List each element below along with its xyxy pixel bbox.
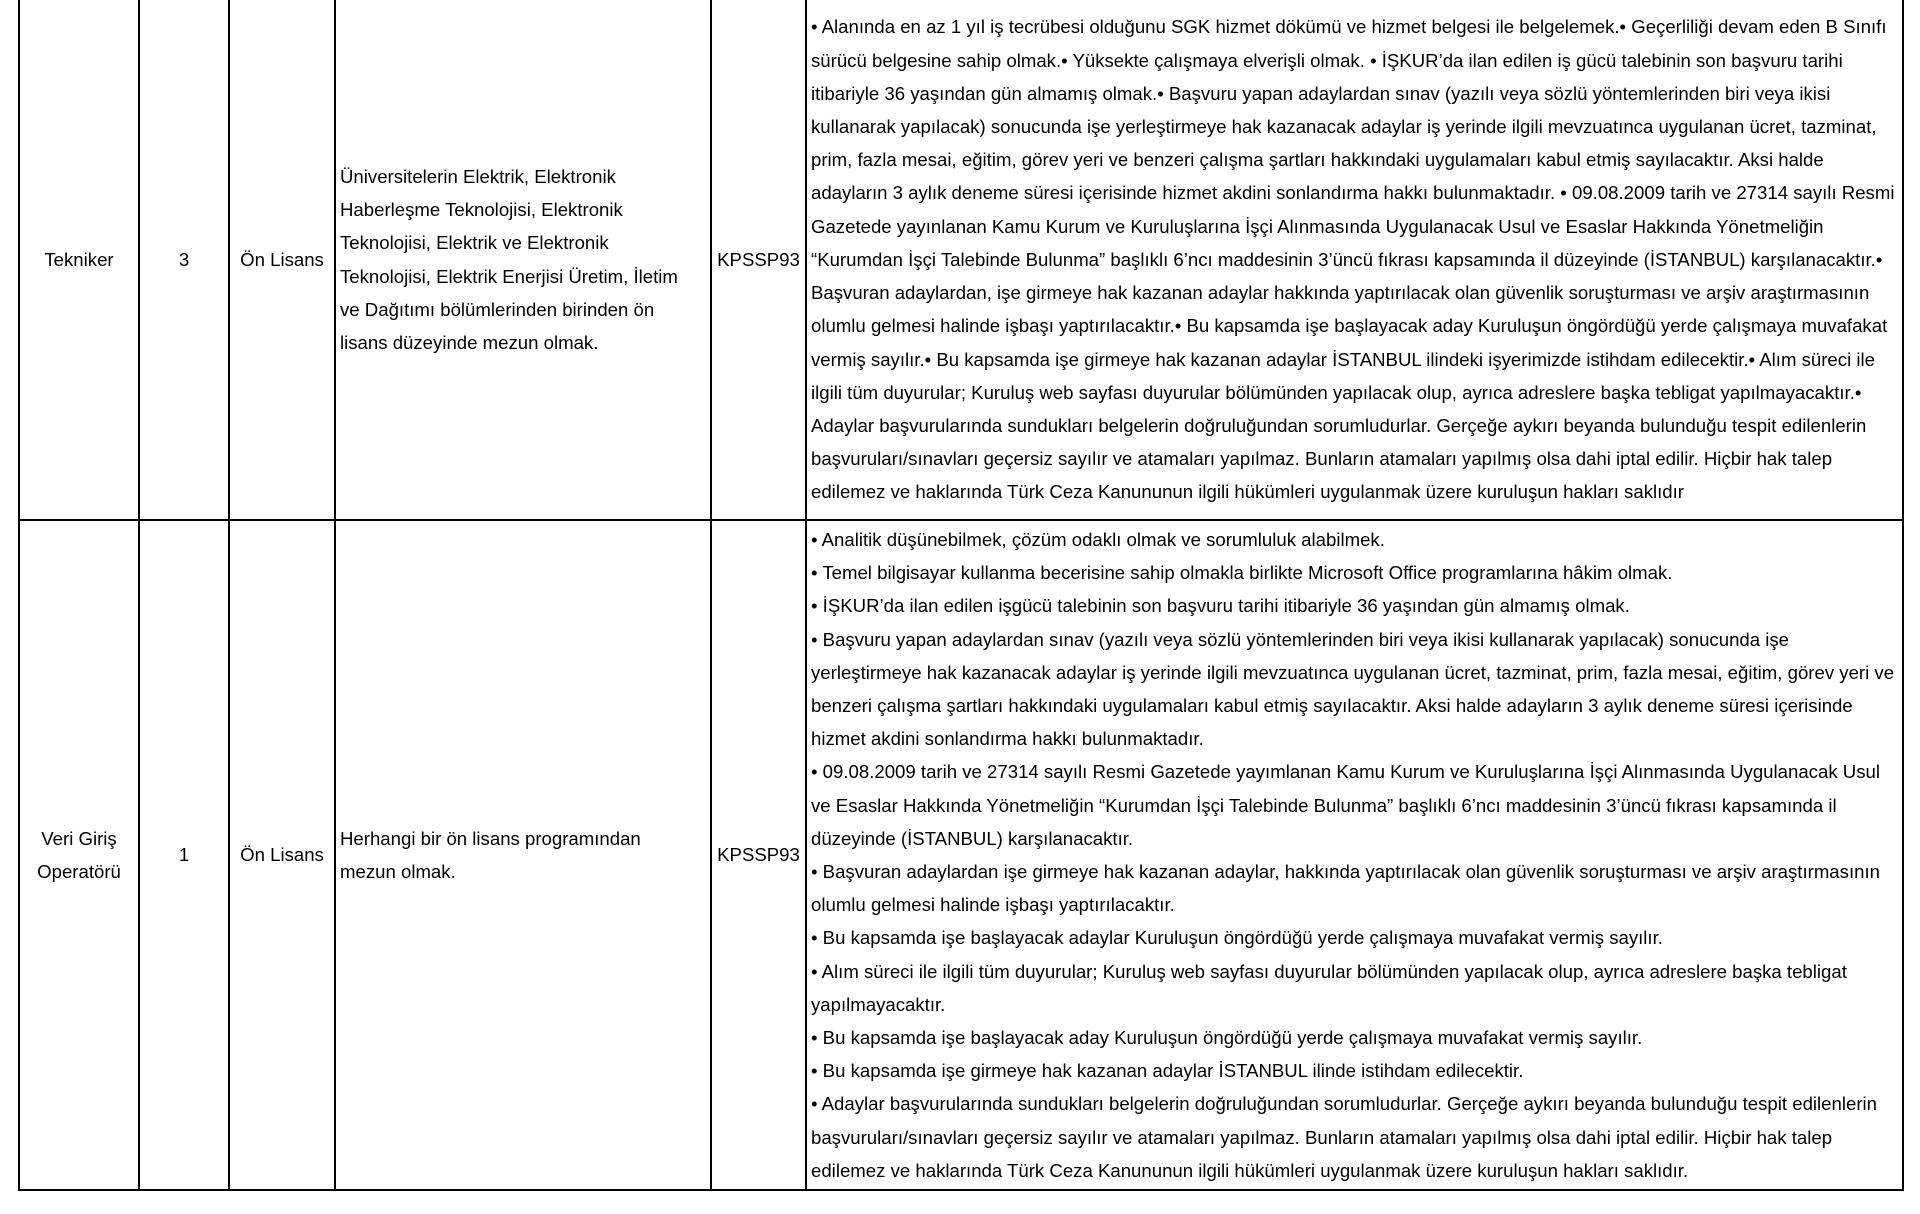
- requirement-line: edilemez ve haklarında Türk Ceza Kanununun ilgili hükümleri uygulanmak üzere kuruluşun hakları saklıdır: [811, 481, 1684, 503]
- field-line: ve Dağıtımı bölümlerinden birinden ön: [340, 298, 655, 320]
- requirement-line: • 09.08.2009 tarih ve 27314 sayılı Resmi Gazetede yayımlanan Kamu Kurum ve Kuruluşlarına İşçi Alınmasında Uygulanacak Usul: [811, 761, 1880, 783]
- kpss-score-type-cell: [711, 520, 806, 1190]
- requirement-line: • Temel bilgisayar kullanma becerisine sahip olmakla birlikte Microsoft Office programlarına hâkim olmak.: [811, 562, 1673, 584]
- requirement-line: • Bu kapsamda işe başlayacak aday Kuruluşun öngördüğü yerde çalışmaya muvafakat vermiş sayılır.: [811, 1027, 1643, 1049]
- field-line: Üniversitelerin Elektrik, Elektronik: [340, 165, 616, 187]
- requirement-line: • Başvuran adaylardan işe girmeye hak kazanan adaylar, hakkında yaptırılacak olan güvenlik soruşturması ve arşiv araştırmasının: [811, 861, 1880, 882]
- requirement-line: • Başvuru yapan adaylardan sınav (yazılı veya sözlü yöntemlerinden biri veya ikisi kullanarak yapılacak) sonucunda işe: [811, 628, 1790, 650]
- requirement-line: olumlu gelmesi halinde işbaşı yaptırılacaktır.• Bu kapsamda işe başlayacak aday Kuruluşun öngördüğü yerde çalışmaya muvafakat: [811, 315, 1888, 337]
- field-line: Teknolojisi, Elektrik ve Elektronik: [340, 232, 609, 254]
- field-qualification-cell: [335, 520, 711, 1190]
- requirement-line: itibariyle 36 yaşından gün almamış olmak.• Başvuru yapan adaylardan sınav (yazılı veya sözlü yöntemlerinden biri veya ikisi: [811, 82, 1831, 104]
- requirement-line: • Bu kapsamda işe başlayacak adaylar Kuruluşun öngördüğü yerde çalışmaya muvafakat vermiş sayılır.: [811, 927, 1663, 949]
- field-line: Teknolojisi, Elektrik Enerjisi Üretim, İletim: [340, 265, 678, 287]
- table-row-tekniker: [19, 0, 1903, 520]
- requirements-cell: [806, 0, 1903, 520]
- requirement-line: Gazetede yayınlanan Kamu Kurum ve Kuruluşlarına İşçi Alınmasında Uygulanacak Usul ve Esaslar Hakkında Yönetmeliğin: [811, 215, 1824, 237]
- requirement-line: “Kurumdan İşçi Talebinde Bulunma” başlıklı 6’ncı maddesinin 3’üncü fıkrası kapsamında il düzeyinde (İSTANBUL) karşılanacaktır.•: [811, 248, 1883, 270]
- requirement-line: başvuruları/sınavları geçersiz sayılır ve atamaları yapılmaz. Bunların atamaları yapılmış olsa dahi iptal edilir. Hiçbir hak talep: [811, 448, 1833, 470]
- requirement-line: benzeri çalışma şartları hakkındaki uygulamaları kabul etmiş sayılacaktır. Aksi halde adayların 3 aylık deneme süresi içerisinde: [811, 694, 1853, 716]
- education-level: Ön Lisans: [240, 248, 324, 270]
- requirement-line: • Alanında en az 1 yıl iş tecrübesi olduğunu SGK hizmet dökümü ve hizmet belgesi ile belgelemek.• Geçerliliği devam eden B Sınıfı: [811, 16, 1887, 38]
- requirement-line: ve Esaslar Hakkında Yönetmeliğin “Kurumdan İşçi Talebinde Bulunma” başlıklı 6’ncı maddesinin 3’üncü fıkrası kapsamında il: [811, 794, 1837, 816]
- requirement-line: hizmet akdini sonlandırma hakkı bulunmaktadır.: [811, 728, 1204, 750]
- job-listing-table: [18, 0, 1904, 1191]
- requirement-line: edilemez ve haklarında Türk Ceza Kanununun ilgili hükümleri uygulanmak üzere kuruluşun hakları saklıdır.: [811, 1159, 1689, 1181]
- requirement-line: • Bu kapsamda işe girmeye hak kazanan adaylar İSTANBUL ilinde istihdam edilecektir.: [811, 1060, 1524, 1082]
- kpss-score-type: KPSSP93: [717, 248, 800, 270]
- education-level: Ön Lisans: [240, 844, 324, 866]
- position-title-line: Veri Giriş: [41, 827, 117, 849]
- requirement-line: başvuruları/sınavları geçersiz sayılır ve atamaları yapılmaz. Bunların atamaları yapılmış olsa dahi iptal edilir. Hiçbir hak talep: [811, 1126, 1833, 1148]
- requirement-line: adayların 3 aylık deneme süresi içerisinde hizmet akdini sonlandırma hakkı bulunmaktadır. • 09.08.2009 tarih ve 27314 sayılı Resmi: [811, 182, 1895, 204]
- position-count-cell: [139, 520, 229, 1190]
- position-title: Tekniker: [44, 248, 114, 270]
- requirement-line: ilgili tüm duyurular; Kuruluş web sayfası duyurular bölümünden yapılacak olup, ayrıca adreslere başka tebligat yapılmayacaktır.•: [811, 381, 1862, 403]
- requirement-line: • Adaylar başvurularında sundukları belgelerin doğruluğundan sorumludurlar. Gerçeğe aykırı beyanda bulunduğu tespit edilenlerin: [811, 1093, 1877, 1115]
- field-line: mezun olmak.: [340, 861, 456, 882]
- requirement-line: • Analitik düşünebilmek, çözüm odaklı olmak ve sorumluluk alabilmek.: [811, 528, 1385, 550]
- requirement-line: • Alım süreci ile ilgili tüm duyurular; Kuruluş web sayfası duyurular bölümünden yapılacak olup, ayrıca adreslere başka tebligat: [811, 960, 1847, 982]
- position-count-cell: [139, 0, 229, 520]
- requirement-line: yapılmayacaktır.: [811, 993, 946, 1015]
- position-title-cell: [19, 0, 139, 520]
- education-level-cell: [229, 520, 335, 1190]
- kpss-score-type-cell: [711, 0, 806, 520]
- requirement-line: prim, fazla mesai, eğitim, görev yeri ve benzeri çalışma şartları hakkındaki uygulamaları kabul etmiş sayılacaktır. Aksi halde: [811, 149, 1824, 171]
- requirement-line: kullanarak yapılacak) sonucunda işe yerleştirmeye hak kazanacak adaylar iş yerinde ilgili mevzuatınca uygulanan ücret, tazminat,: [811, 116, 1877, 138]
- position-count: 1: [178, 844, 190, 866]
- requirement-line: yerleştirmeye hak kazanacak adaylar iş yerinde ilgili mevzuatınca uygulanan ücret, tazminat, prim, fazla mesai, eğitim, görev yeri ve: [811, 661, 1895, 683]
- requirement-line: vermiş sayılır.• Bu kapsamda işe girmeye hak kazanan adaylar İSTANBUL ilindeki işyerimizde istihdam edilecektir.• Alım süreci ile: [811, 348, 1875, 370]
- education-level-cell: [229, 0, 335, 520]
- field-line: Haberleşme Teknolojisi, Elektronik: [340, 199, 623, 221]
- requirement-line: Başvuran adaylardan, işe girmeye hak kazanan adaylar hakkında yaptırılacak olan güvenlik soruşturması ve arşiv araştırmasının: [811, 282, 1870, 304]
- requirement-line: sürücü belgesine sahip olmak.• Yüksekte çalışmaya elverişli olmak. • İŞKUR’da ilan edilen iş gücü talebinin son başvuru tarihi: [811, 49, 1843, 71]
- field-line: lisans düzeyinde mezun olmak.: [340, 331, 599, 353]
- kpss-score-type: KPSSP93: [717, 844, 800, 866]
- position-title-cell: [19, 520, 139, 1190]
- position-count: 3: [178, 248, 190, 270]
- requirement-line: • İŞKUR’da ilan edilen işgücü talebinin son başvuru tarihi itibariyle 36 yaşından gün almamış olmak.: [811, 595, 1630, 617]
- requirement-line: düzeyinde (İSTANBUL) karşılanacaktır.: [811, 827, 1134, 849]
- requirements-cell: [806, 520, 1903, 1190]
- field-qualification-cell: [335, 0, 711, 520]
- requirement-line: Adaylar başvurularında sundukları belgelerin doğruluğundan sorumludurlar. Gerçeğe aykırı beyanda bulunduğu tespit edilenlerin: [811, 414, 1867, 436]
- requirement-line: olumlu gelmesi halinde işbaşı yaptırılacaktır.: [811, 894, 1175, 916]
- table-row-veri-giris-operatoru: [19, 520, 1903, 1190]
- field-line: Herhangi bir ön lisans programından: [340, 827, 641, 849]
- position-title-line: Operatörü: [37, 861, 121, 882]
